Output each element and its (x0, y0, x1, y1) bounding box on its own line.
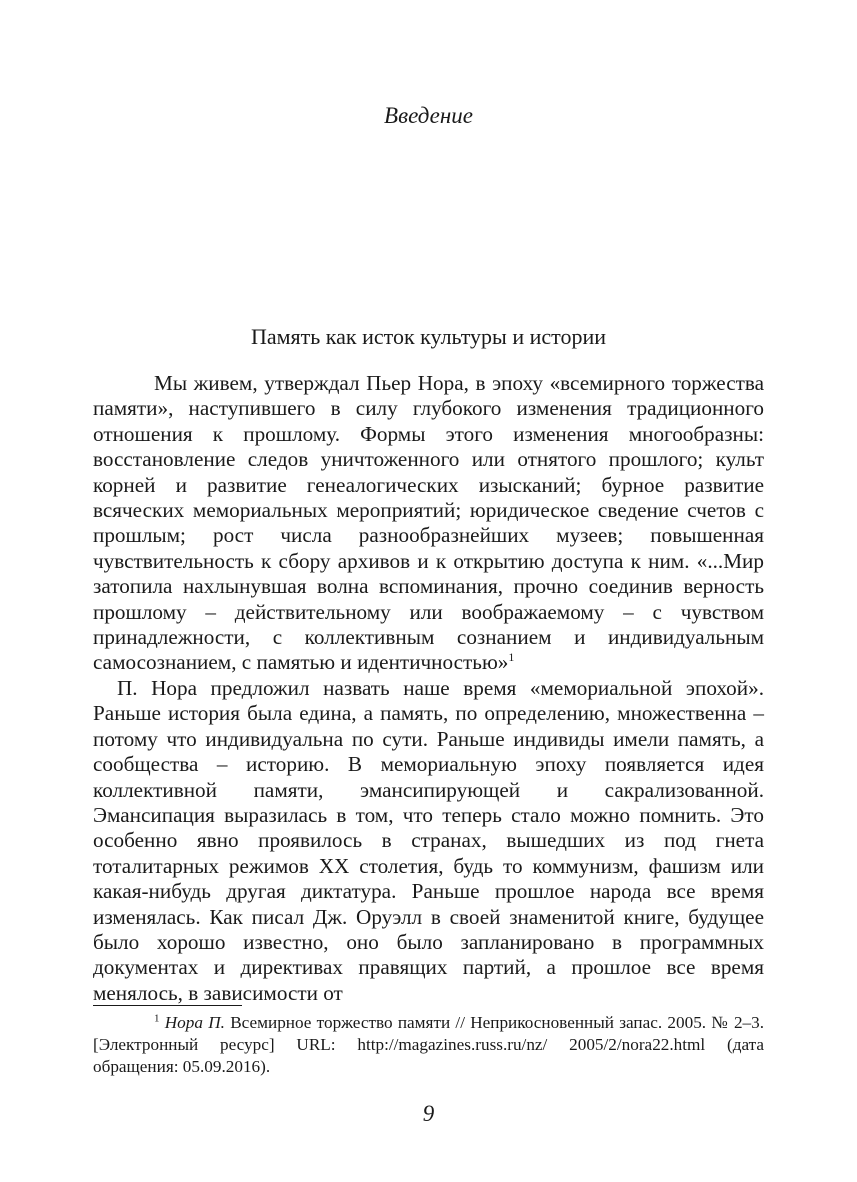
footnote-divider (93, 1005, 242, 1006)
paragraph-2 (93, 676, 764, 1006)
section-title: Память как исток культуры и истории (250, 324, 607, 349)
footnote-number: 1 (154, 1012, 160, 1025)
paragraph-1-text: Мы живем, утверждал Пьер Нора, в эпоху «всемирного торжества памяти», наступившего в силу глубокого изменения традиционного отношения к прошлому. Формы этого изменения многообразны: восстановление следов уничтоженного или отнятого прошлого; культ корней и развитие генеалогических изысканий; бурное развитие всяческих мемориальных мероприятий; юридическое сведение счетов с прошлым; рост числа разнообразнейших музеев; повышенная чувствительность к сбору архивов и к открытию доступа к ним. «...Мир затопила нахлынувшая волна вспоминания, прочно соединив верность прошлому – действительному или воображаемому – с чувством принадлежности, с коллективным сознанием и индивидуальным самосознанием, с памятью и идентичностью» (93, 371, 764, 675)
chapter-running-title: Введение (384, 103, 473, 128)
footnote-author: Нора П. (164, 1013, 225, 1032)
footnote-text: Всемирное торжество памяти // Неприкосновенный запас. 2005. № 2–3. [Электронный ресурс] URL: http://magazines.russ.ru/nz/ 2005/2/nora22.html (дата обращения: 05.09.2016). (93, 1013, 765, 1076)
main-text (93, 371, 764, 1006)
footnote-reference[interactable]: 1 (508, 650, 515, 665)
paragraph-1 (93, 371, 764, 676)
paragraph-2-text: П. Нора предложил назвать наше время «мемориальной эпохой». Раньше история была едина, а память, по определению, множественна – потому что индивидуальна по сути. Раньше индивиды имели память, а сообщества – историю. В мемориальную эпоху появляется идея коллективной памяти, эмансипирующей и сакрализованной. Эмансипация выразилась в том, что теперь стало можно помнить. Это особенно явно проявилось в странах, вышедших из под гнета тоталитарных режимов XX столетия, будь то коммунизм, фашизм или какая-нибудь другая диктатура. Раньше прошлое народа все время изменялась. Как писал Дж. Оруэлл в своей знаменитой книге, будущее было хорошо известно, оно было запланировано в программных документах и директивах правящих партий, а прошлое все время менялось, в зависимости от (93, 675, 764, 1005)
page-number: 9 (422, 1101, 435, 1126)
footnote (93, 1012, 764, 1078)
